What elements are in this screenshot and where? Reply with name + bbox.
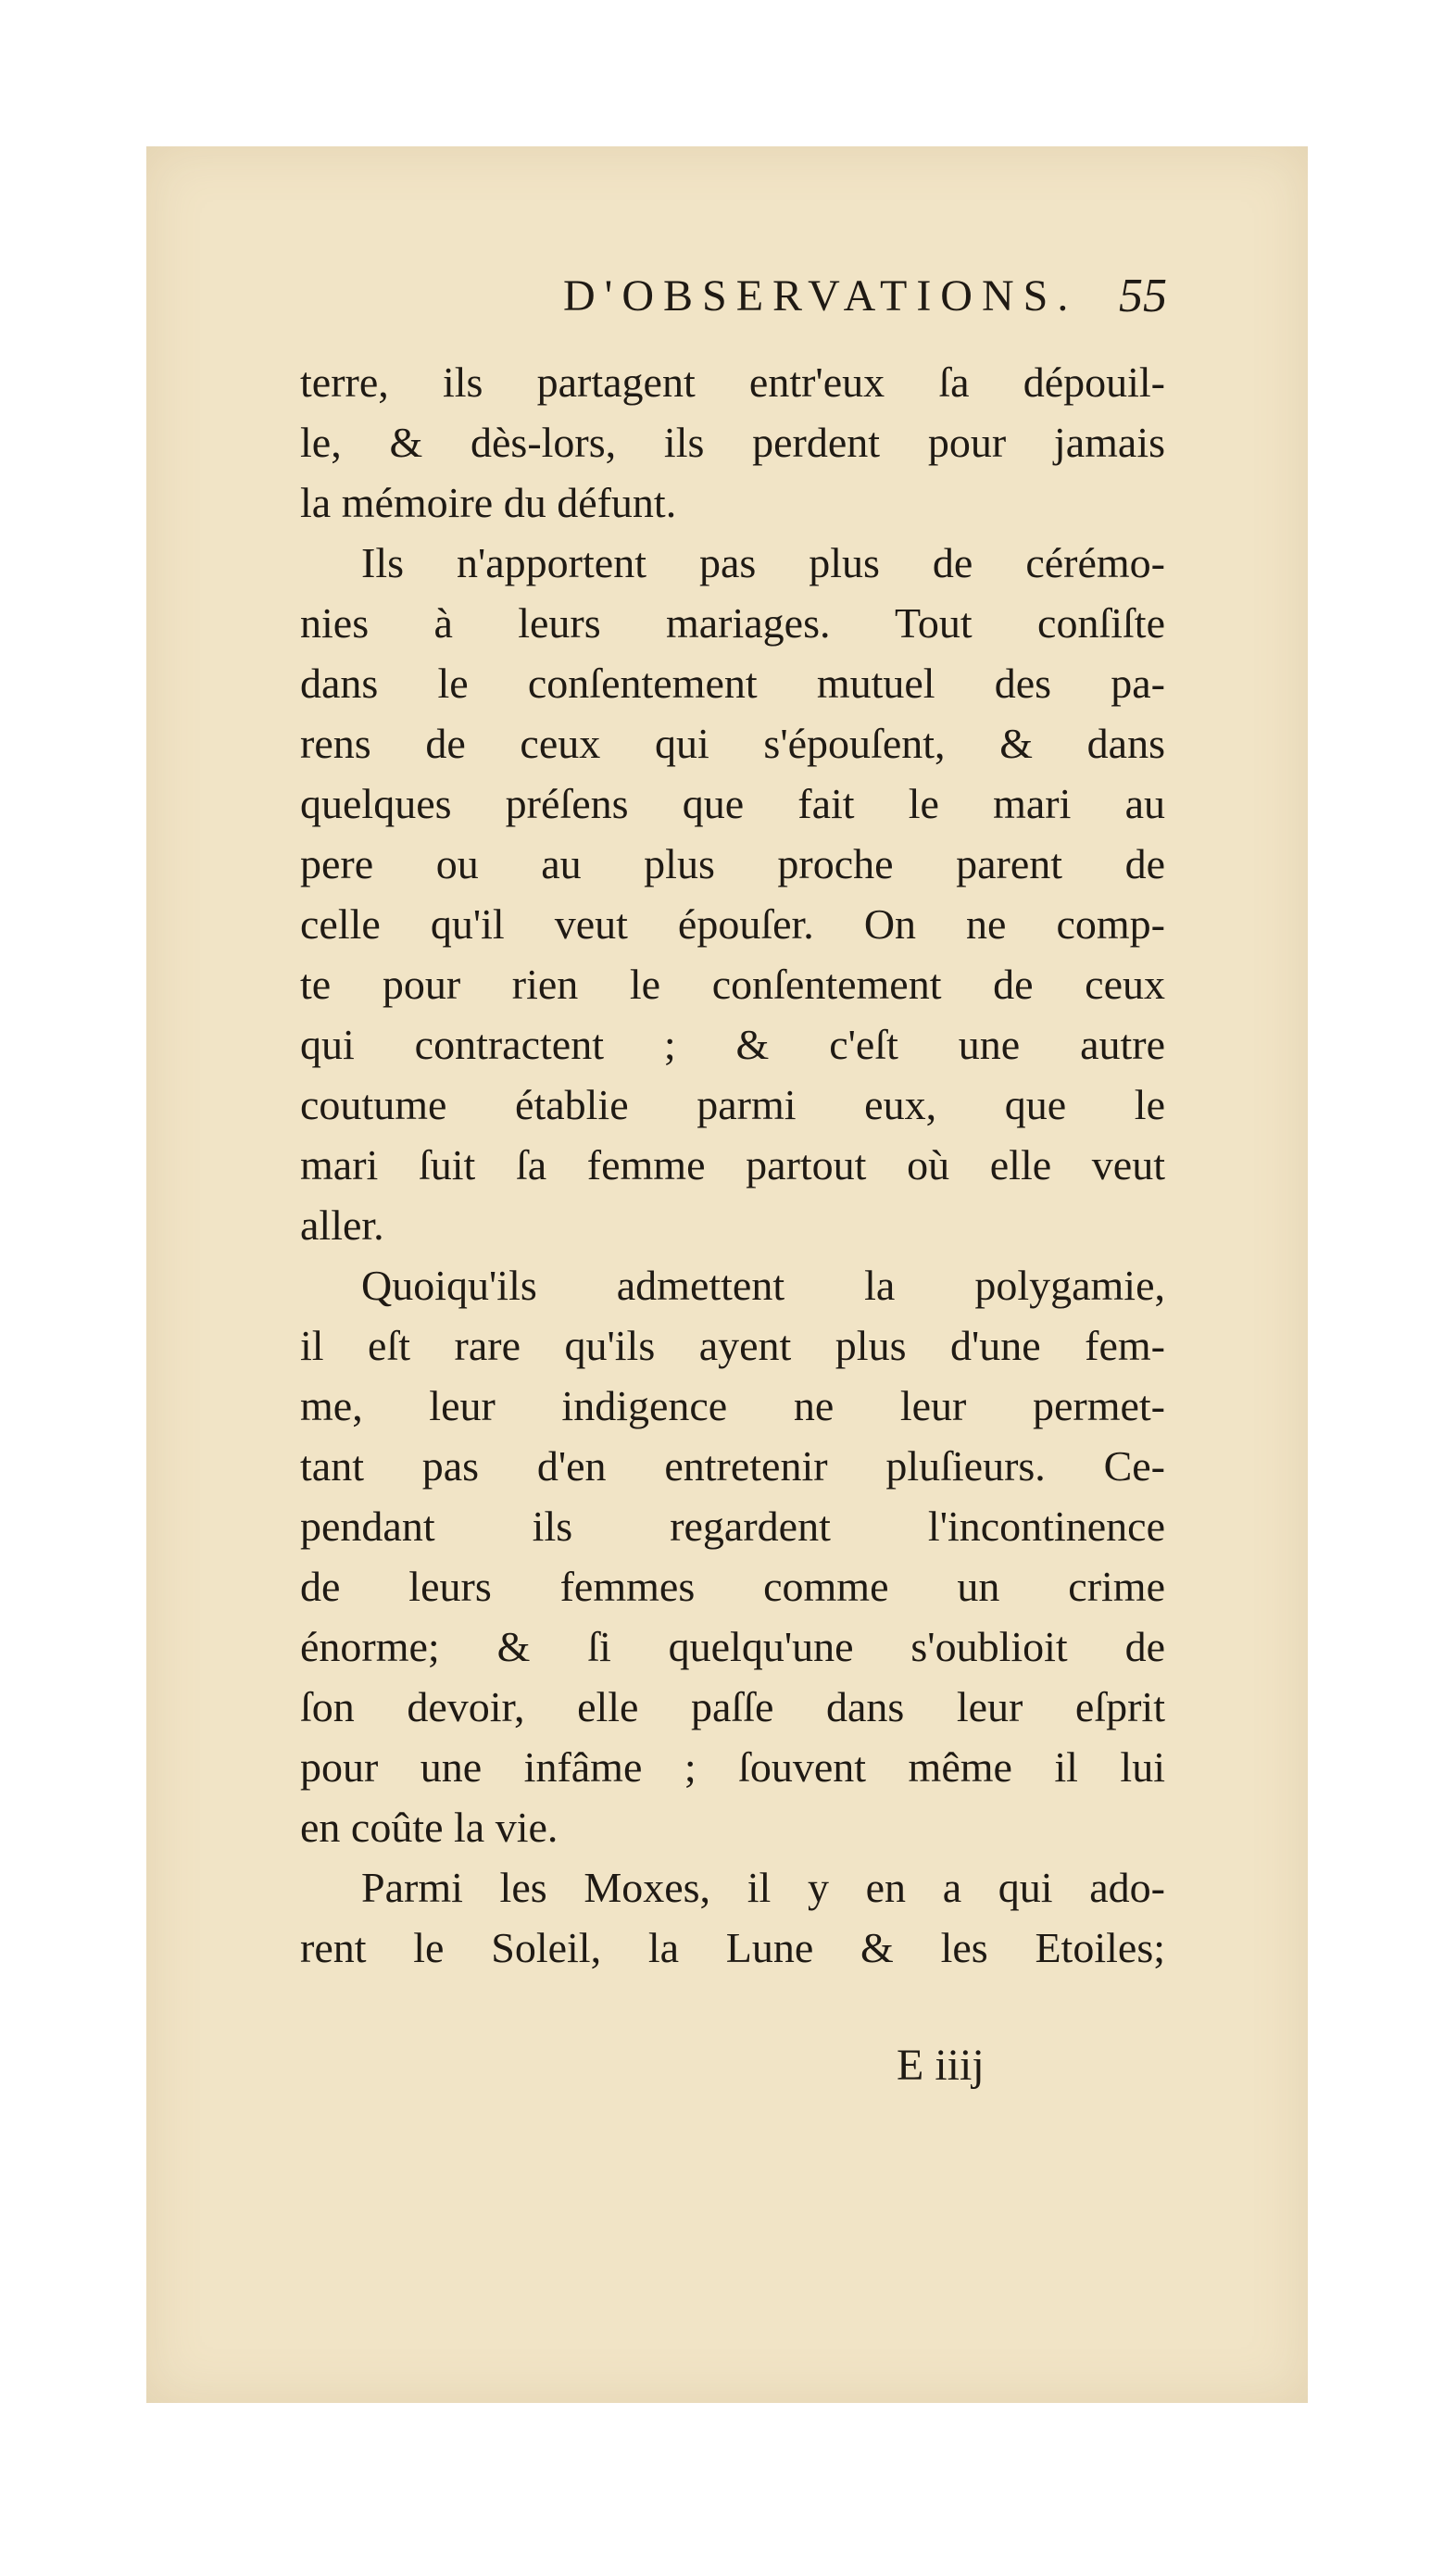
running-head: [424, 265, 1239, 339]
signature-mark: E iiij: [897, 2041, 985, 2090]
page-number: 55: [1119, 270, 1167, 322]
text-line: tant pas d'en entretenir pluſieurs. Ce-: [300, 1442, 1165, 1490]
text-line: rent le Soleil, la Lune & les Etoiles;: [300, 1924, 1165, 1971]
text-line: qui contractent ; & c'eſt une autre: [300, 1021, 1165, 1068]
text-line: en coûte la vie.: [300, 1804, 559, 1851]
text-line: pere ou au plus proche parent de: [300, 840, 1165, 887]
text-line: il eſt rare qu'ils ayent plus d'une fem-: [300, 1322, 1165, 1369]
text-line: pour une infâme ; ſouvent même il lui: [300, 1743, 1165, 1791]
text-line: énorme; & ſi quelqu'une s'oublioit de: [300, 1623, 1165, 1670]
text-line: Ils n'apportent pas plus de cérémo-: [361, 539, 1165, 586]
text-line: la mémoire du défunt.: [300, 479, 677, 526]
body-text: [300, 352, 1165, 1978]
text-line: Quoiqu'ils admettent la polygamie,: [361, 1262, 1165, 1309]
text-line: celle qu'il veut épouſer. On ne comp-: [300, 900, 1165, 948]
text-line: mari ſuit ſa femme partout où elle veut: [300, 1141, 1165, 1188]
text-line: dans le conſentement mutuel des pa-: [300, 660, 1165, 707]
text-line: de leurs femmes comme un crime: [300, 1563, 1165, 1610]
text-line: aller.: [300, 1201, 384, 1249]
text-line: ſon devoir, elle paſſe dans leur eſprit: [300, 1683, 1165, 1730]
text-line: coutume établie parmi eux, que le: [300, 1081, 1165, 1128]
text-line: nies à leurs mariages. Tout conſiſte: [300, 599, 1165, 647]
text-line: le, & dès-lors, ils perdent pour jamais: [300, 419, 1165, 466]
text-line: me, leur indigence ne leur permet-: [300, 1382, 1165, 1429]
text-line: rens de ceux qui s'épouſent, & dans: [300, 720, 1165, 767]
text-line: Parmi les Moxes, il y en a qui ado-: [361, 1864, 1165, 1911]
text-line: terre, ils partagent entr'eux ſa dépouil-: [300, 358, 1165, 406]
text-line: pendant ils regardent l'incontinence: [300, 1503, 1165, 1550]
text-line: te pour rien le conſentement de ceux: [300, 961, 1165, 1008]
text-line: quelques préſens que fait le mari au: [300, 780, 1165, 827]
running-title: D'OBSERVATIONS.: [563, 271, 1078, 321]
book-page: [146, 146, 1308, 2403]
